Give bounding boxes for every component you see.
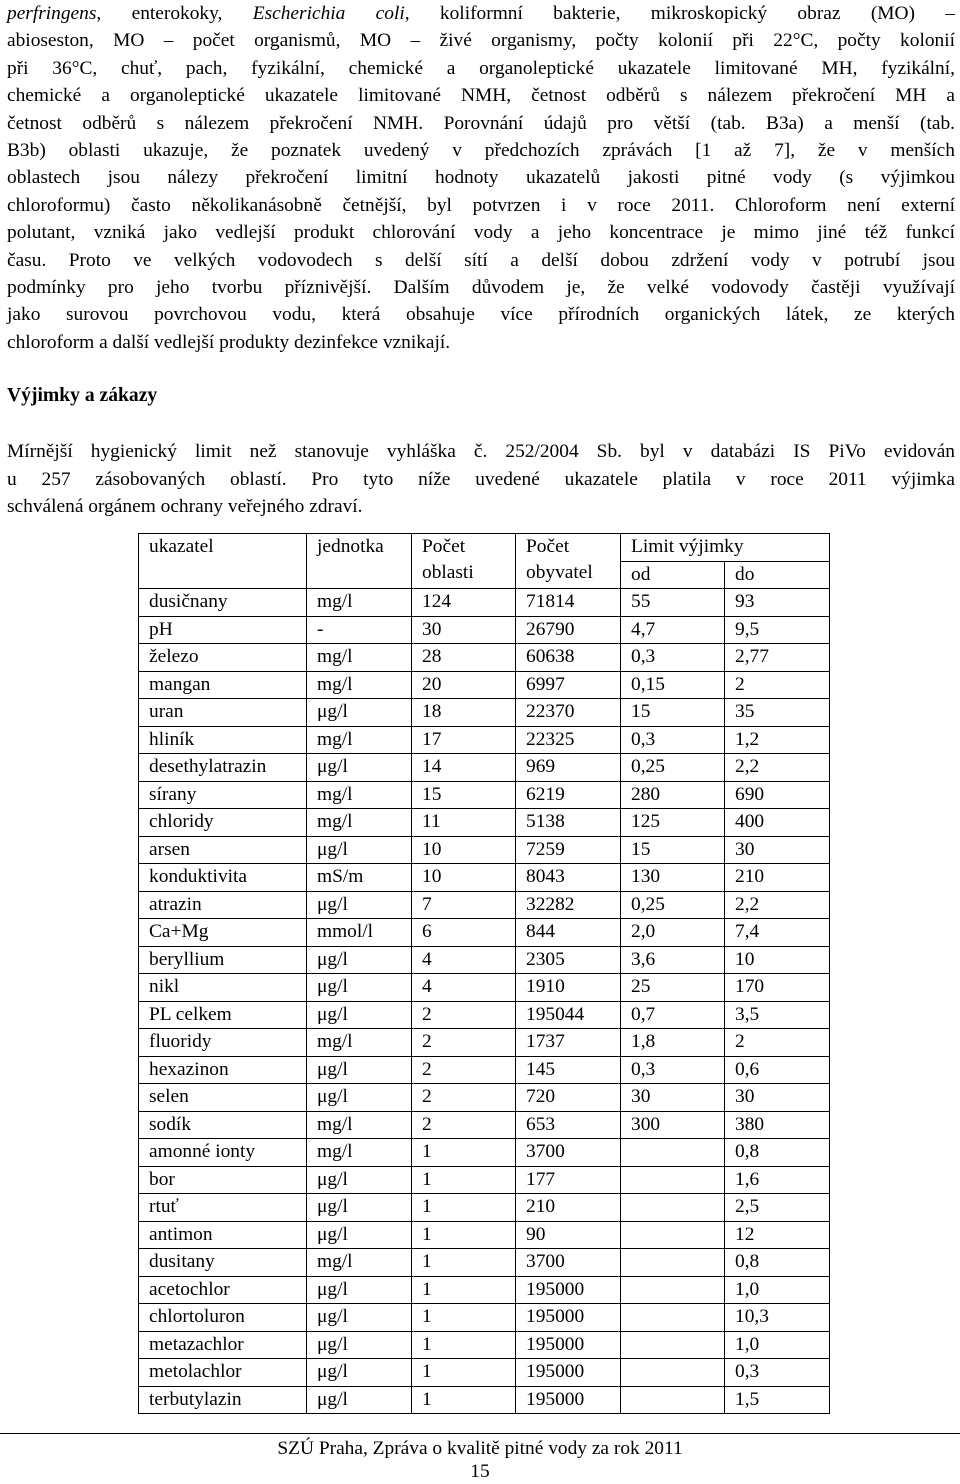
cell-ukazatel: pH xyxy=(139,616,307,644)
cell-ukazatel: chloridy xyxy=(139,809,307,837)
table-row xyxy=(139,671,830,699)
cell-ukazatel: dusitany xyxy=(139,1249,307,1277)
cell-ukazatel: beryllium xyxy=(139,946,307,974)
cell-pocet-oblasti: 2 xyxy=(412,1001,516,1029)
cell-jednotka: mg/l xyxy=(307,1139,412,1167)
table-row xyxy=(139,1276,830,1304)
cell-pocet-oblasti: 7 xyxy=(412,891,516,919)
table-row xyxy=(139,946,830,974)
cell-pocet-oblasti: 2 xyxy=(412,1084,516,1112)
cell-pocet-obyvatel: 8043 xyxy=(516,864,621,892)
table-row xyxy=(139,1056,830,1084)
cell-do: 35 xyxy=(725,699,830,727)
cell-jednotka: mg/l xyxy=(307,671,412,699)
cell-od xyxy=(621,1386,725,1414)
table-header-row xyxy=(139,534,830,562)
cell-pocet-oblasti: 1 xyxy=(412,1166,516,1194)
cell-pocet-obyvatel: 90 xyxy=(516,1221,621,1249)
cell-jednotka: mg/l xyxy=(307,1029,412,1057)
header-pocet-obyvatel: Počet obyvatel xyxy=(516,534,621,589)
cell-pocet-obyvatel: 177 xyxy=(516,1166,621,1194)
cell-jednotka: mS/m xyxy=(307,864,412,892)
cell-do: 210 xyxy=(725,864,830,892)
cell-ukazatel: fluoridy xyxy=(139,1029,307,1057)
cell-od xyxy=(621,1331,725,1359)
cell-od: 3,6 xyxy=(621,946,725,974)
cell-od xyxy=(621,1249,725,1277)
cell-pocet-oblasti: 2 xyxy=(412,1056,516,1084)
cell-pocet-oblasti: 11 xyxy=(412,809,516,837)
cell-ukazatel: chlortoluron xyxy=(139,1304,307,1332)
cell-do: 93 xyxy=(725,589,830,617)
cell-pocet-oblasti: 4 xyxy=(412,974,516,1002)
para2-line: Mírnější hygienický limit než stanovuje vyhláška č. 252/2004 Sb. byl v databázi IS PiVo evidován xyxy=(7,441,955,462)
cell-od: 55 xyxy=(621,589,725,617)
cell-do: 2,5 xyxy=(725,1194,830,1222)
cell-pocet-obyvatel: 195044 xyxy=(516,1001,621,1029)
cell-od xyxy=(621,1166,725,1194)
table-row xyxy=(139,644,830,672)
cell-do: 30 xyxy=(725,836,830,864)
cell-jednotka: mg/l xyxy=(307,589,412,617)
cell-pocet-obyvatel: 3700 xyxy=(516,1249,621,1277)
cell-pocet-obyvatel: 844 xyxy=(516,919,621,947)
cell-od: 4,7 xyxy=(621,616,725,644)
cell-od: 0,7 xyxy=(621,1001,725,1029)
table-row xyxy=(139,919,830,947)
intro-line: podmínky pro jeho tvorbu příznivější. Dalším důvodem je, že velké vodovody častěji využívají xyxy=(7,277,955,299)
para2-line: u 257 zásobovaných oblastí. Pro tyto níže uvedené ukazatele platila v roce 2011 výjimka xyxy=(7,468,955,490)
cell-ukazatel: rtuť xyxy=(139,1194,307,1222)
table-row xyxy=(139,1359,830,1387)
cell-do: 10 xyxy=(725,946,830,974)
cell-do: 10,3 xyxy=(725,1304,830,1332)
cell-od: 300 xyxy=(621,1111,725,1139)
cell-od xyxy=(621,1276,725,1304)
cell-do: 400 xyxy=(725,809,830,837)
cell-ukazatel: sodík xyxy=(139,1111,307,1139)
cell-do: 12 xyxy=(725,1221,830,1249)
cell-pocet-oblasti: 10 xyxy=(412,864,516,892)
table-row xyxy=(139,1166,830,1194)
table-row xyxy=(139,891,830,919)
header-od: od xyxy=(621,561,725,589)
intro-line: času. Proto ve velkých vodovodech s delší sítí a delší dobou zdržení vody v potrubí jsou xyxy=(7,249,955,271)
cell-od: 125 xyxy=(621,809,725,837)
intro-line: B3b) oblasti ukazuje, že poznatek uvedený v předchozích zprávách [1 až 7], že v menších xyxy=(7,140,955,162)
intro-line: chloroform a další vedlejší produkty dezinfekce vznikají. xyxy=(7,331,451,353)
cell-od: 0,25 xyxy=(621,754,725,782)
cell-pocet-oblasti: 2 xyxy=(412,1029,516,1057)
cell-pocet-obyvatel: 3700 xyxy=(516,1139,621,1167)
cell-od: 0,15 xyxy=(621,671,725,699)
cell-jednotka: μg/l xyxy=(307,1304,412,1332)
cell-pocet-obyvatel: 26790 xyxy=(516,616,621,644)
cell-ukazatel: arsen xyxy=(139,836,307,864)
cell-jednotka: - xyxy=(307,616,412,644)
cell-pocet-oblasti: 124 xyxy=(412,589,516,617)
cell-pocet-obyvatel: 1737 xyxy=(516,1029,621,1057)
cell-jednotka: μg/l xyxy=(307,1221,412,1249)
cell-od: 15 xyxy=(621,836,725,864)
cell-do: 7,4 xyxy=(725,919,830,947)
cell-ukazatel: metazachlor xyxy=(139,1331,307,1359)
para2-line: schválená orgánem ochrany veřejného zdraví. xyxy=(7,496,363,518)
cell-ukazatel: mangan xyxy=(139,671,307,699)
intro-line: četnost odběrů s nálezem překročení NMH. Porovnání údajů pro větší (tab. B3a) a menší (tab. xyxy=(7,112,955,134)
cell-ukazatel: nikl xyxy=(139,974,307,1002)
table-row xyxy=(139,726,830,754)
cell-ukazatel: hexazinon xyxy=(139,1056,307,1084)
table-row xyxy=(139,974,830,1002)
header-pocet-oblasti: Počet oblasti xyxy=(412,534,516,589)
cell-pocet-obyvatel: 7259 xyxy=(516,836,621,864)
cell-pocet-obyvatel: 210 xyxy=(516,1194,621,1222)
table-row xyxy=(139,589,830,617)
cell-pocet-oblasti: 1 xyxy=(412,1331,516,1359)
table-row xyxy=(139,809,830,837)
header-limit-vyjimky: Limit výjimky xyxy=(621,534,830,562)
cell-do: 380 xyxy=(725,1111,830,1139)
intro-line: chemické a organoleptické ukazatele limitované NMH, četnost odběrů s nálezem překročení MH a xyxy=(7,85,955,107)
cell-do: 30 xyxy=(725,1084,830,1112)
cell-pocet-oblasti: 4 xyxy=(412,946,516,974)
cell-do: 1,2 xyxy=(725,726,830,754)
cell-pocet-obyvatel: 195000 xyxy=(516,1276,621,1304)
cell-od: 0,25 xyxy=(621,891,725,919)
intro-line: při 36°C, chuť, pach, fyzikální, chemické a organoleptické ukazatele limitované MH, fyzikální, xyxy=(7,57,955,79)
cell-pocet-obyvatel: 195000 xyxy=(516,1304,621,1332)
cell-jednotka: mg/l xyxy=(307,644,412,672)
cell-ukazatel: antimon xyxy=(139,1221,307,1249)
cell-pocet-oblasti: 14 xyxy=(412,754,516,782)
cell-od xyxy=(621,1194,725,1222)
cell-ukazatel: acetochlor xyxy=(139,1276,307,1304)
cell-pocet-oblasti: 1 xyxy=(412,1139,516,1167)
intro-line: polutant, vzniká jako vedlejší produkt chlorování vody a jeho koncentrace je mimo jiné též funkcí xyxy=(7,222,955,244)
cell-od: 30 xyxy=(621,1084,725,1112)
cell-pocet-oblasti: 1 xyxy=(412,1386,516,1414)
cell-pocet-oblasti: 2 xyxy=(412,1111,516,1139)
cell-do: 1,5 xyxy=(725,1386,830,1414)
cell-pocet-obyvatel: 195000 xyxy=(516,1359,621,1387)
cell-pocet-obyvatel: 22370 xyxy=(516,699,621,727)
cell-od xyxy=(621,1221,725,1249)
header-do: do xyxy=(725,561,830,589)
cell-do: 0,8 xyxy=(725,1139,830,1167)
cell-jednotka: μg/l xyxy=(307,1276,412,1304)
table-row xyxy=(139,754,830,782)
cell-ukazatel: desethylatrazin xyxy=(139,754,307,782)
header-ukazatel: ukazatel xyxy=(139,534,307,589)
intro-line: oblastech jsou nálezy překročení limitní hodnoty ukazatelů jakosti pitné vody (s výjimkou xyxy=(7,167,955,189)
cell-od: 0,3 xyxy=(621,1056,725,1084)
cell-do: 2 xyxy=(725,671,830,699)
cell-pocet-oblasti: 15 xyxy=(412,781,516,809)
cell-pocet-obyvatel: 969 xyxy=(516,754,621,782)
cell-pocet-oblasti: 28 xyxy=(412,644,516,672)
cell-ukazatel: Ca+Mg xyxy=(139,919,307,947)
intro-line: abioseston, MO – počet organismů, MO – živé organismy, počty kolonií při 22°C, počty kolonií xyxy=(7,30,955,52)
cell-pocet-oblasti: 1 xyxy=(412,1221,516,1249)
cell-jednotka: μg/l xyxy=(307,891,412,919)
intro-line: chloroformu) často několikanásobně četnější, byl potvrzen i v roce 2011. Chloroform není externí xyxy=(7,194,955,216)
intro-line: jako surovou povrchovou vodu, která obsahuje více přírodních organických látek, ze kterých xyxy=(7,304,955,326)
cell-do: 1,0 xyxy=(725,1276,830,1304)
cell-jednotka: μg/l xyxy=(307,1386,412,1414)
cell-ukazatel: metolachlor xyxy=(139,1359,307,1387)
cell-jednotka: μg/l xyxy=(307,1359,412,1387)
cell-jednotka: mmol/l xyxy=(307,919,412,947)
cell-ukazatel: sírany xyxy=(139,781,307,809)
cell-ukazatel: železo xyxy=(139,644,307,672)
cell-do: 0,8 xyxy=(725,1249,830,1277)
cell-pocet-obyvatel: 32282 xyxy=(516,891,621,919)
cell-od: 2,0 xyxy=(621,919,725,947)
cell-pocet-oblasti: 10 xyxy=(412,836,516,864)
cell-do: 0,3 xyxy=(725,1359,830,1387)
table-row xyxy=(139,1331,830,1359)
table-row xyxy=(139,699,830,727)
cell-do: 2,77 xyxy=(725,644,830,672)
cell-do: 2,2 xyxy=(725,754,830,782)
cell-od: 130 xyxy=(621,864,725,892)
footer-text: SZÚ Praha, Zpráva o kvalitě pitné vody za rok 2011 xyxy=(277,1438,683,1459)
cell-jednotka: μg/l xyxy=(307,946,412,974)
cell-od xyxy=(621,1359,725,1387)
cell-ukazatel: bor xyxy=(139,1166,307,1194)
cell-ukazatel: terbutylazin xyxy=(139,1386,307,1414)
cell-pocet-oblasti: 1 xyxy=(412,1359,516,1387)
cell-jednotka: μg/l xyxy=(307,699,412,727)
cell-od: 280 xyxy=(621,781,725,809)
table-row xyxy=(139,1029,830,1057)
cell-pocet-oblasti: 1 xyxy=(412,1304,516,1332)
cell-od: 25 xyxy=(621,974,725,1002)
cell-do: 9,5 xyxy=(725,616,830,644)
cell-pocet-obyvatel: 71814 xyxy=(516,589,621,617)
cell-jednotka: μg/l xyxy=(307,1331,412,1359)
section-heading: Výjimky a zákazy xyxy=(7,385,158,406)
exceptions-table xyxy=(138,533,830,1414)
cell-pocet-obyvatel: 2305 xyxy=(516,946,621,974)
cell-pocet-obyvatel: 720 xyxy=(516,1084,621,1112)
cell-od: 15 xyxy=(621,699,725,727)
cell-jednotka: mg/l xyxy=(307,809,412,837)
cell-jednotka: μg/l xyxy=(307,1084,412,1112)
cell-ukazatel: uran xyxy=(139,699,307,727)
cell-ukazatel: PL celkem xyxy=(139,1001,307,1029)
cell-jednotka: μg/l xyxy=(307,1056,412,1084)
cell-od xyxy=(621,1304,725,1332)
cell-od: 1,8 xyxy=(621,1029,725,1057)
table-row xyxy=(139,1194,830,1222)
cell-ukazatel: atrazin xyxy=(139,891,307,919)
cell-od xyxy=(621,1139,725,1167)
cell-do: 170 xyxy=(725,974,830,1002)
cell-pocet-oblasti: 6 xyxy=(412,919,516,947)
cell-jednotka: mg/l xyxy=(307,1249,412,1277)
cell-pocet-oblasti: 20 xyxy=(412,671,516,699)
cell-pocet-obyvatel: 145 xyxy=(516,1056,621,1084)
table-row xyxy=(139,1221,830,1249)
table-row xyxy=(139,1084,830,1112)
cell-jednotka: μg/l xyxy=(307,836,412,864)
cell-do: 0,6 xyxy=(725,1056,830,1084)
cell-ukazatel: konduktivita xyxy=(139,864,307,892)
cell-pocet-oblasti: 1 xyxy=(412,1249,516,1277)
cell-do: 2,2 xyxy=(725,891,830,919)
cell-pocet-obyvatel: 6219 xyxy=(516,781,621,809)
cell-ukazatel: dusičnany xyxy=(139,589,307,617)
header-jednotka: jednotka xyxy=(307,534,412,589)
cell-pocet-oblasti: 17 xyxy=(412,726,516,754)
cell-pocet-obyvatel: 60638 xyxy=(516,644,621,672)
table-row xyxy=(139,1111,830,1139)
cell-pocet-oblasti: 1 xyxy=(412,1276,516,1304)
cell-pocet-obyvatel: 5138 xyxy=(516,809,621,837)
table-row xyxy=(139,1386,830,1414)
cell-do: 1,0 xyxy=(725,1331,830,1359)
exceptions-paragraph xyxy=(7,438,955,521)
cell-jednotka: μg/l xyxy=(307,1001,412,1029)
cell-jednotka: mg/l xyxy=(307,726,412,754)
table-row xyxy=(139,1001,830,1029)
table-row xyxy=(139,616,830,644)
cell-do: 690 xyxy=(725,781,830,809)
cell-pocet-obyvatel: 22325 xyxy=(516,726,621,754)
page-number: 15 xyxy=(470,1461,490,1482)
table-row xyxy=(139,836,830,864)
cell-jednotka: mg/l xyxy=(307,781,412,809)
cell-do: 2 xyxy=(725,1029,830,1057)
cell-pocet-obyvatel: 1910 xyxy=(516,974,621,1002)
cell-pocet-oblasti: 18 xyxy=(412,699,516,727)
table-row xyxy=(139,1139,830,1167)
footer-divider xyxy=(0,1433,960,1434)
table-row xyxy=(139,864,830,892)
intro-line: perfringens, enterokoky, Escherichia coli, koliformní bakterie, mikroskopický obraz (MO) – xyxy=(7,3,955,24)
table-row xyxy=(139,1304,830,1332)
table-row xyxy=(139,781,830,809)
cell-jednotka: μg/l xyxy=(307,1194,412,1222)
cell-jednotka: μg/l xyxy=(307,974,412,1002)
cell-pocet-obyvatel: 6997 xyxy=(516,671,621,699)
cell-do: 1,6 xyxy=(725,1166,830,1194)
cell-od: 0,3 xyxy=(621,644,725,672)
cell-jednotka: mg/l xyxy=(307,1111,412,1139)
cell-pocet-obyvatel: 195000 xyxy=(516,1331,621,1359)
cell-do: 3,5 xyxy=(725,1001,830,1029)
intro-paragraph xyxy=(7,0,955,356)
cell-pocet-oblasti: 30 xyxy=(412,616,516,644)
cell-ukazatel: hliník xyxy=(139,726,307,754)
cell-ukazatel: amonné ionty xyxy=(139,1139,307,1167)
cell-ukazatel: selen xyxy=(139,1084,307,1112)
cell-pocet-obyvatel: 195000 xyxy=(516,1386,621,1414)
cell-pocet-oblasti: 1 xyxy=(412,1194,516,1222)
cell-jednotka: μg/l xyxy=(307,1166,412,1194)
cell-jednotka: μg/l xyxy=(307,754,412,782)
cell-od: 0,3 xyxy=(621,726,725,754)
table-row xyxy=(139,1249,830,1277)
cell-pocet-obyvatel: 653 xyxy=(516,1111,621,1139)
